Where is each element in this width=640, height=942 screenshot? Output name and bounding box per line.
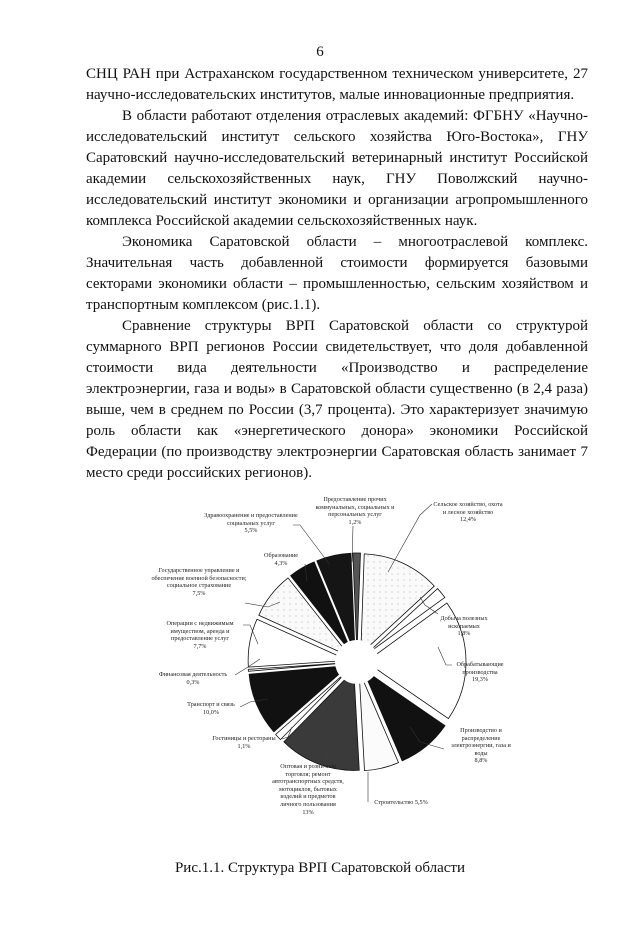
label-education — [258, 552, 304, 567]
value-label: 0,3% — [186, 678, 200, 686]
value-label: 4,3% — [274, 559, 288, 567]
value-label: 5,5% — [244, 527, 258, 535]
paragraph: В области работают отделения отраслевых академий: ФГБНУ «Научно-исследовательский институт сельского хозяйства Юго-Востока», ГНУ Саратовский научно-исследовательский ветеринарный институт Российской академии сельскохозяйственных наук, ГНУ Поволжский научно-исследовательский институт экономики и организации агропромышленного комплекса Российской академии сельскохозяйственных наук. — [86, 108, 588, 229]
label-finance — [148, 671, 238, 686]
label-transport — [180, 701, 242, 716]
label-mining — [436, 615, 492, 638]
label-manufacturing — [450, 661, 510, 684]
label-agriculture — [432, 501, 504, 524]
value-label: 12,4% — [460, 516, 476, 524]
paragraph: Экономика Саратовской области – многоотраслевой комплекс. Значительная часть добавленной стоимости формируется базовыми секторами экономики области – промышленностью, сельским хозяйством и транспортным комплексом (рис.1.1). — [86, 234, 588, 313]
paragraph: Сравнение структуры ВРП Саратовской области со структурой суммарного ВРП регионов России свидетельствует, что доля добавленной стоимости вида деятельности «Производство и распределение электроэнергии, газа и воды» в Саратовской области существенно (в 2,4 раза) выше, чем в среднем по России (3,7 процента). Это характеризует значимую роль области как «энергетического донора» экономики Российской Федерации (по производству электроэнергии Саратовская область занимает 7 место среди российских регионов). — [86, 318, 588, 481]
label-other-services — [305, 496, 405, 526]
label-trade — [270, 763, 346, 816]
category-label: Гостиницы и рестораны — [212, 735, 276, 742]
label-health — [196, 512, 306, 535]
pie-center — [335, 640, 379, 684]
figure-caption: Рис.1.1. Структура ВРП Саратовской области — [174, 860, 466, 876]
value-label: 13% — [302, 808, 314, 816]
value-label: 19,3% — [472, 676, 488, 684]
value-label: 1,8% — [457, 630, 471, 638]
category-label: Сельское хозяйство, охота и лесное хозяйство — [433, 501, 503, 516]
category-label: Финансовая деятельность — [158, 671, 228, 678]
category-label: Здравоохранение и предоставление социальных услуг — [204, 512, 298, 527]
value-label: 8,8% — [474, 757, 488, 765]
category-label: Строительство — [374, 799, 414, 806]
category-label: Обрабатывающие производства — [456, 661, 504, 676]
value-label: 7,7% — [193, 642, 207, 650]
label-hotels — [204, 735, 284, 750]
page-number: 6 — [316, 44, 324, 60]
paragraph: СНЦ РАН при Астраханском государственном техническом университете, 27 научно-исследовательских институтов, малые инновационные предприятия. — [86, 66, 588, 103]
category-label: Производство и распределение электроэнергии, газа и воды — [451, 727, 511, 757]
category-label: Государственное управление и обеспечение военной безопасности; социальное страхование — [151, 567, 247, 590]
category-label: Оптовая и розничная торговля; ремонт автотранспортных средств, мотоциклов, бытовых изделий и предметов личного пользования — [272, 763, 344, 808]
value-label: 1,2% — [348, 518, 362, 526]
figure — [0, 37, 640, 942]
value-label: 5,5% — [414, 799, 428, 806]
category-label: Операции с недвижимым имуществом, аренда и предоставление услуг — [166, 620, 234, 643]
category-label: Образование — [264, 552, 298, 559]
value-label: 1,1% — [237, 742, 251, 750]
value-label: 7,5% — [192, 589, 206, 597]
label-public-administration — [150, 567, 248, 597]
label-real-estate — [155, 620, 245, 650]
leader-line — [235, 659, 260, 675]
value-label: 10,0% — [203, 708, 219, 716]
category-label: Добыча полезных ископаемых — [440, 615, 488, 630]
label-construction — [366, 799, 436, 807]
label-electricity — [444, 727, 518, 765]
category-label: Транспорт и связь — [187, 701, 235, 708]
category-label: Предоставление прочих коммунальных, социальных и персональных услуг — [315, 496, 395, 519]
